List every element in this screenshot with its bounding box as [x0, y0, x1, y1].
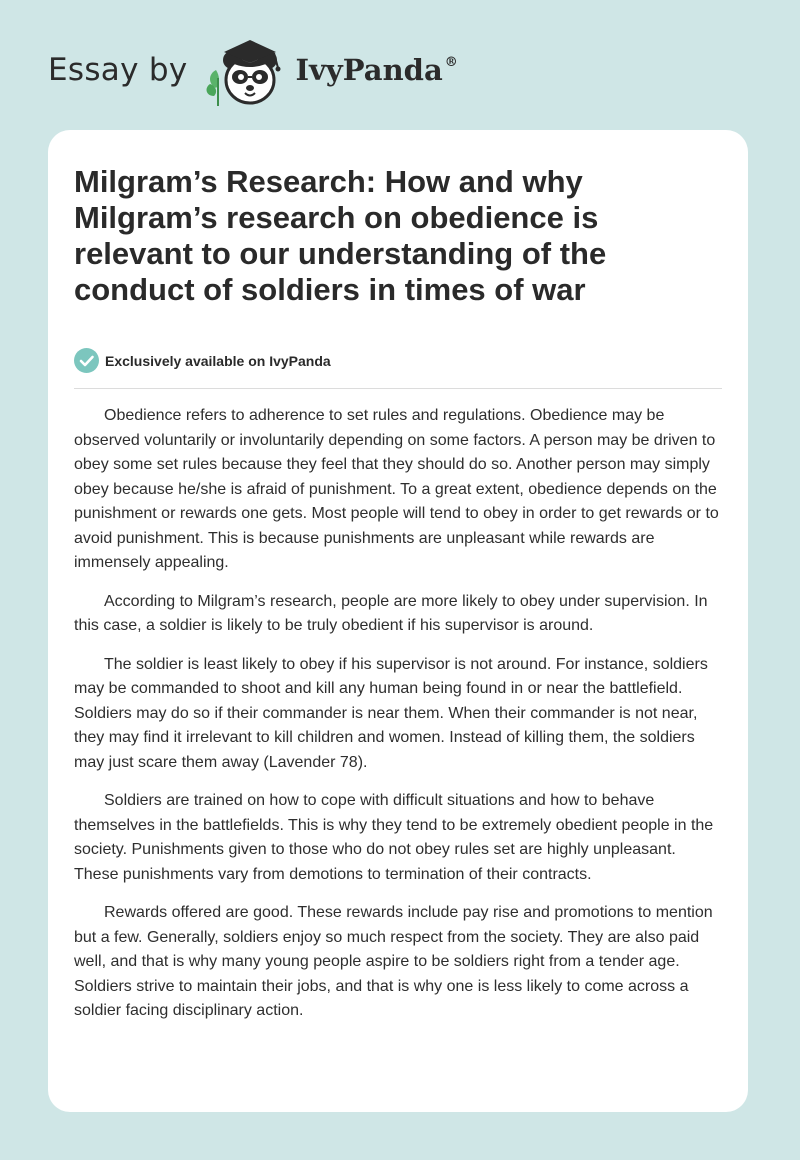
- exclusive-badge: [74, 348, 331, 373]
- paragraph: According to Milgram’s research, people are more likely to obey under supervision. In this case, a soldier is likely to be truly obedient if his supervisor is around.: [74, 592, 708, 634]
- registered-mark: ®: [444, 55, 458, 70]
- site-header: [48, 30, 458, 110]
- exclusive-text: Exclusively available on IvyPanda: [105, 352, 331, 369]
- essay-title: Milgram’s Research: How and why Milgram’s research on obedience is relevant to our understanding of the conduct of soldiers in times of war: [74, 164, 607, 307]
- essay-by-label: Essay by: [48, 52, 188, 88]
- paragraph: Rewards offered are good. These rewards include pay rise and promotions to mention but a few. Generally, soldiers enjoy so much respect from the society. They are also paid well, and that is why many young people aspire to be soldiers right from a tender age. Soldiers strive to maintain their jobs, and that is why one is less likely to come across a soldier facing disciplinary action.: [74, 904, 713, 1019]
- check-circle-icon: [74, 348, 99, 373]
- paragraph: Soldiers are trained on how to cope with difficult situations and how to behave themselves in the battlefields. This is why they tend to be extremely obedient people in the society. Punishments given to those who do not obey rules set are highly unpleasant. These punishments vary from demotions to termination of their contracts.: [74, 792, 714, 883]
- brand-name: [296, 53, 458, 87]
- panda-graduate-icon: [204, 30, 290, 110]
- divider: [74, 388, 722, 389]
- paragraph: The soldier is least likely to obey if his supervisor is not around. For instance, soldiers may be commanded to shoot and kill any human being found in or near the battlefield. Soldiers may do so if their commander is near them. When their commander is not near, they may find it irrelevant to kill children and women. Instead of killing them, the soldiers may just scare them away (Lavender 78).: [74, 655, 708, 771]
- paragraph: Obedience refers to adherence to set rules and regulations. Obedience may be observed voluntarily or involuntarily depending on some factors. A person may be driven to obey some set rules because they feel that they should do so. Another person may simply obey because he/she is afraid of punishment. To a great extent, obedience depends on the punishment or rewards one gets. Most people will tend to obey in order to get rewards or to avoid punishment. This is because punishments are unpleasant while rewards are immensely appealing.: [74, 407, 719, 571]
- brand-text: IvyPanda: [295, 53, 443, 87]
- essay-body: [74, 404, 724, 1038]
- essay-card: [48, 130, 748, 1112]
